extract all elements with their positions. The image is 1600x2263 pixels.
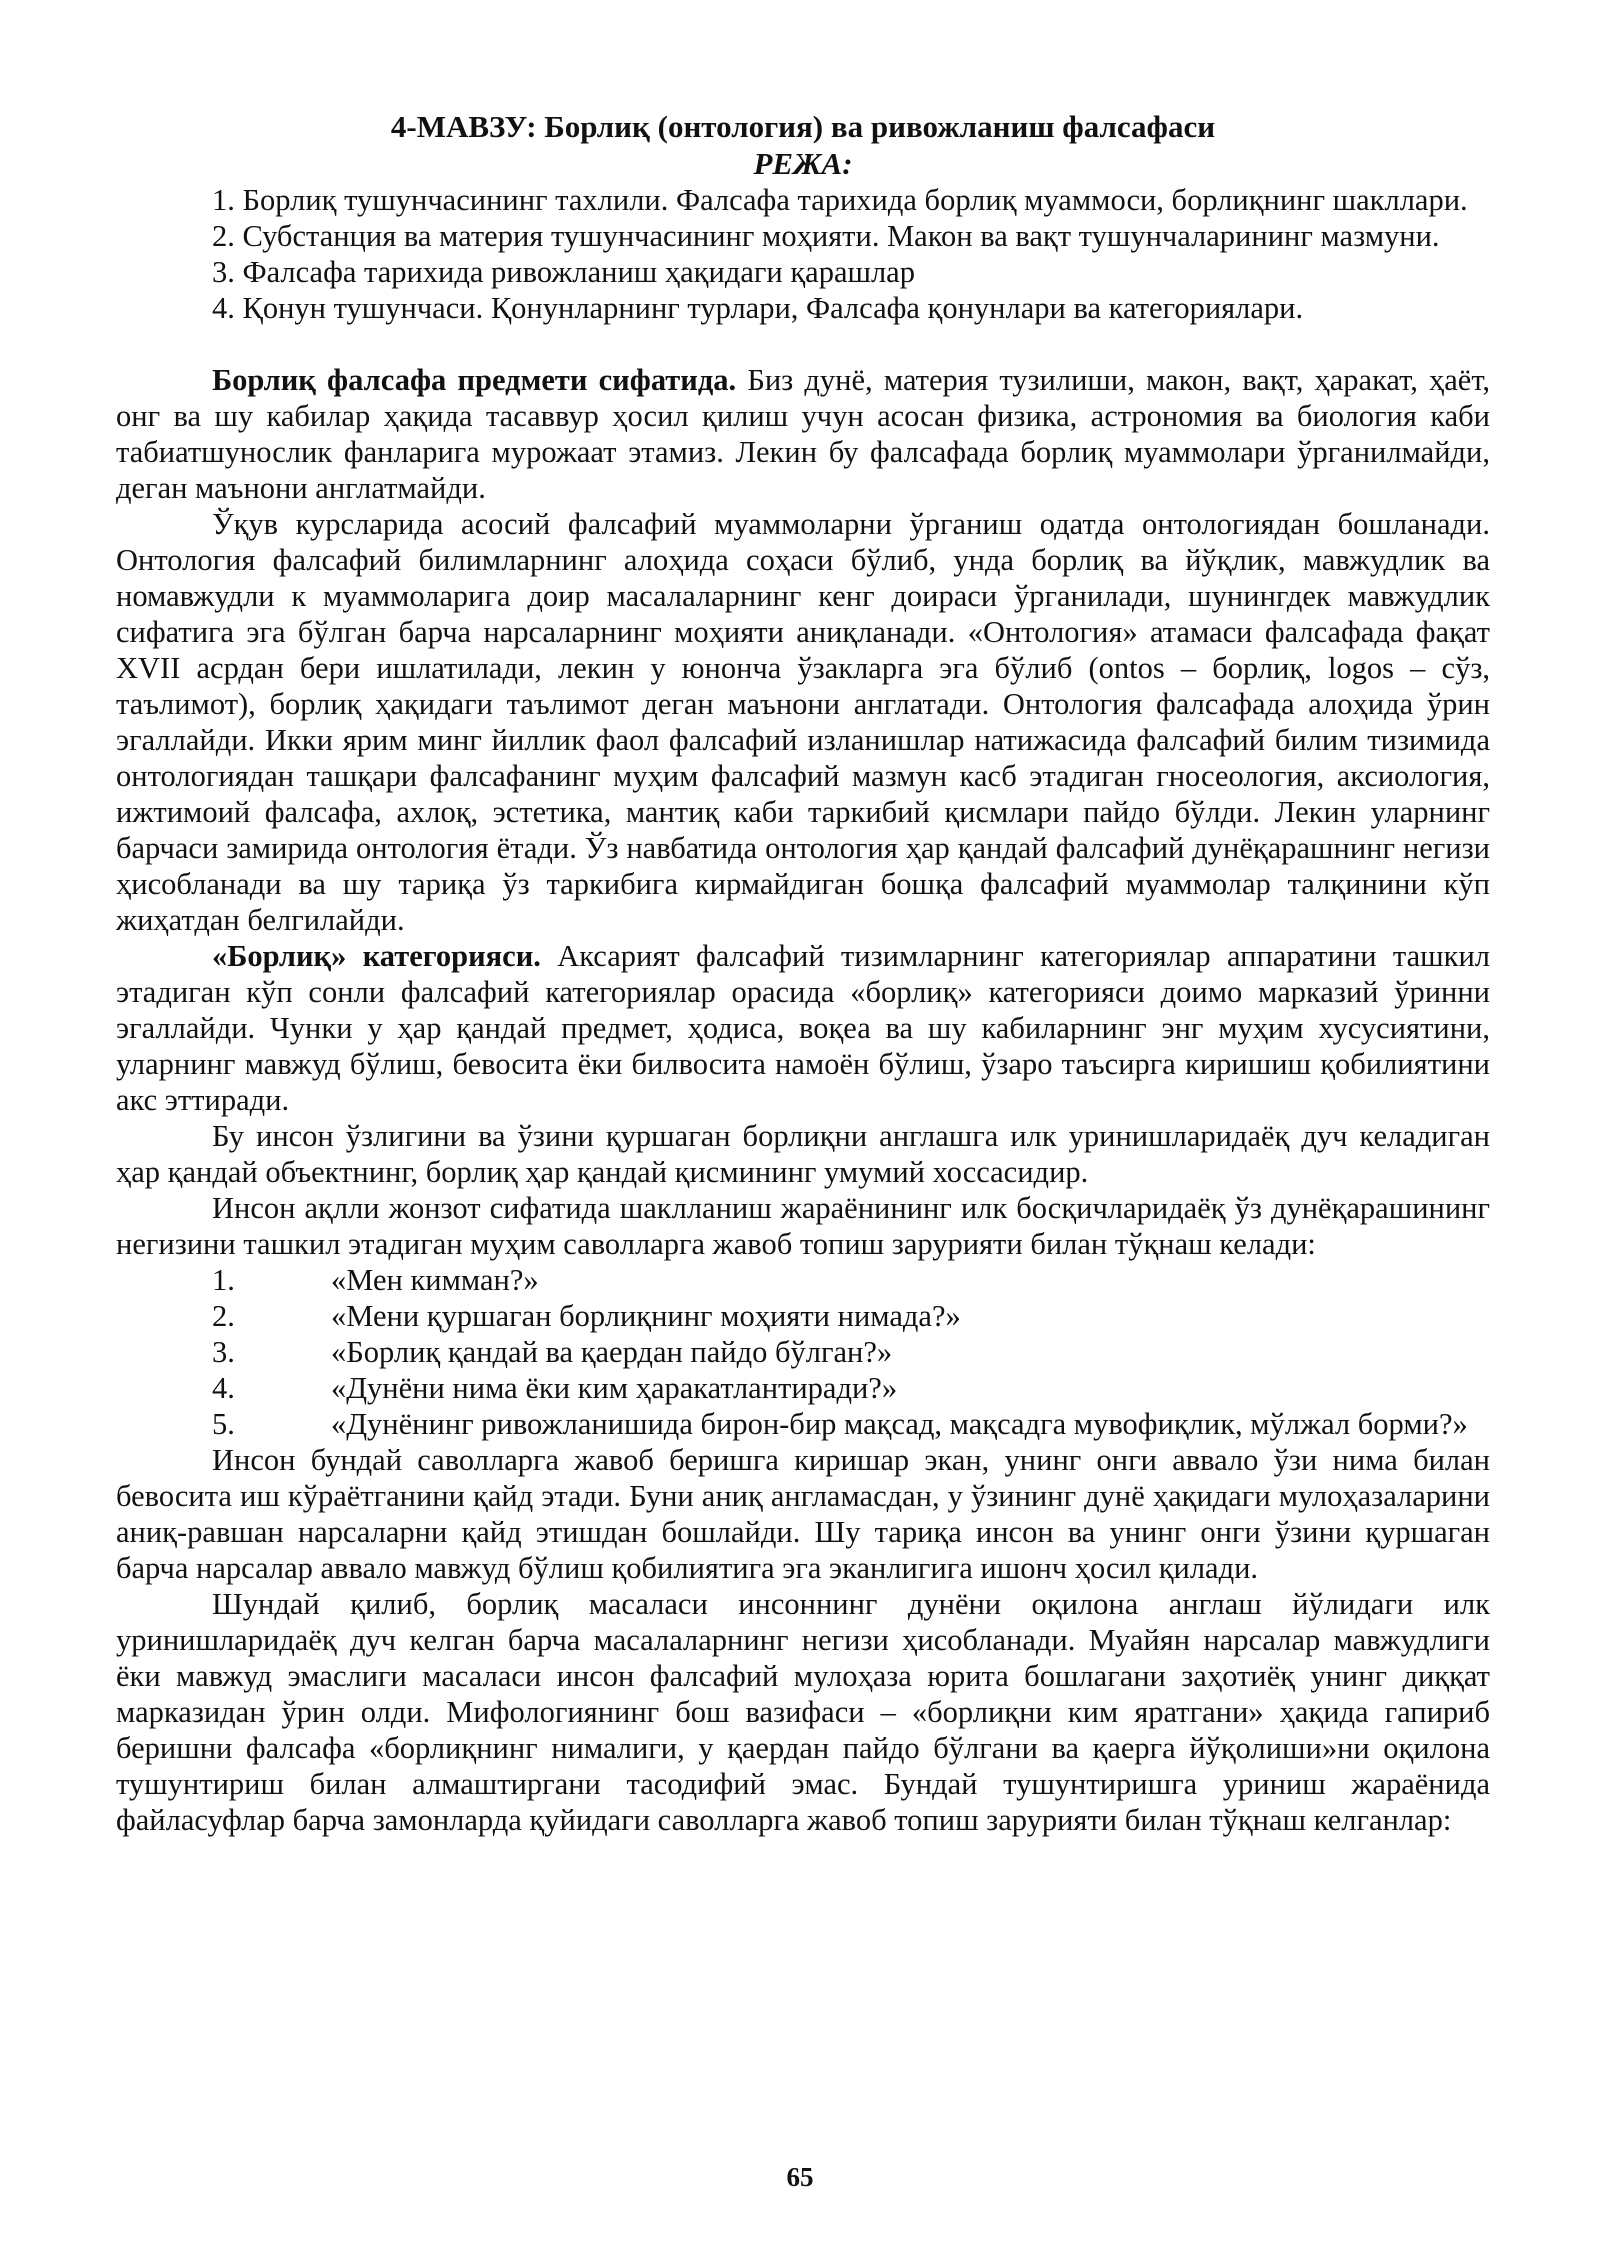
paragraph-being-category bbox=[116, 938, 1490, 1118]
question-text: «Борлиқ қандай ва қаердан пайдо бўлган?» bbox=[331, 1335, 893, 1369]
paragraph-property: Бу инсон ўзлигини ва ўзини қуршаган борлиқни англашга илк уринишларидаёқ дуч келадиган ҳар қандай объектнинг, борлиқ ҳар қандай қисмининг умумий хоссасидир. bbox=[116, 1119, 1490, 1189]
plan-heading: РЕЖА: bbox=[753, 146, 853, 181]
paragraph-questions-intro: Инсон ақлли жонзот сифатида шаклланиш жараёнининг илк босқичларидаёқ ўз дунёқарашининг негизини ташкил этадиган муҳим саволларга жавоб топиш зарурияти билан тўқнаш келади: bbox=[116, 1191, 1490, 1261]
plan-item-1: 1. Борлиқ тушунчасининг тахлили. Фалсафа тарихида борлиқ муаммоси, борлиқнинг шакллари. bbox=[212, 183, 1468, 217]
page-title: 4-МАВЗУ: Борлиқ (онтология) ва ривожланиш фалсафаси bbox=[390, 109, 1216, 144]
question-item bbox=[116, 1370, 1490, 1406]
plan-item-2: 2. Субстанция ва материя тушунчасининг моҳияти. Макон ва вақт тушунчаларининг мазмуни. bbox=[212, 219, 1440, 253]
question-item bbox=[116, 1334, 1490, 1370]
plan-item-3: 3. Фалсафа тарихида ривожланиш ҳақидаги қарашлар bbox=[212, 255, 915, 289]
plan-item-4: 4. Қонун тушунчаси. Қонунларнинг турлари, Фалсафа қонунлари ва категориялари. bbox=[212, 291, 1304, 325]
section-heading-being: Борлиқ фалсафа предмети сифатида. bbox=[212, 363, 737, 397]
question-number: 4. bbox=[212, 1371, 235, 1405]
question-item bbox=[116, 1262, 1490, 1298]
question-number: 5. bbox=[212, 1407, 235, 1441]
page-content bbox=[116, 108, 1490, 1838]
paragraph-conclusion: Шундай қилиб, борлиқ масаласи инсоннинг дунёни оқилона англаш йўлидаги илк уринишларидаёқ дуч келган барча масалаларнинг негизи ҳисобланади. Муайян нарсалар мавжудлиги ёки мавжуд эмаслиги масаласи инсон фалсафий мулоҳаза юрита бошлагани заҳотиёқ унинг диққат марказидан ўрин олди. Мифологиянинг бош вазифаси – «борлиқни ким яратгани» ҳақида гапириб беришни фалсафа «борлиқнинг нималиги, у қаердан пайдо бўлгани ва қаерга йўқолиши»ни оқилона тушунтириш билан алмаштиргани тасодифий эмас. Бундай тушунтиришга уриниш жараёнида файласуфлар барча замонларда қуйидаги саволларга жавоб топиш зарурияти билан тўқнаш келганлар: bbox=[116, 1587, 1490, 1837]
question-number: 3. bbox=[212, 1335, 235, 1369]
question-number: 2. bbox=[212, 1299, 235, 1333]
question-item bbox=[116, 1406, 1490, 1442]
question-item bbox=[116, 1298, 1490, 1334]
question-text: «Мени қуршаган борлиқнинг моҳияти нимада?» bbox=[331, 1299, 961, 1333]
paragraph-text: Биз дунё, материя тузилиши, макон, вақт, ҳаракат, ҳаёт, онг ва шу кабилар ҳақида тасаввур ҳосил қилиш учун асосан физика, астрономия ва биология каби табиатшунослик фанларига мурожаат этамиз. Лекин бу фалсафада борлиқ муаммолари ўрганилмайди, деган маънони англатмайди. bbox=[116, 363, 1491, 505]
section-heading-category: «Борлиқ» категорияси. bbox=[212, 939, 541, 973]
paragraph-text: Аксарият фалсафий тизимларнинг категориялар аппаратини ташкил этадиган кўп сонли фалсафий категориялар орасида «борлиқ» категорияси доимо марказий ўринни эгаллайди. Чунки у ҳар қандай предмет, ҳодиса, воқеа ва шу кабиларнинг энг муҳим хусусиятини, уларнинг мавжуд бўлиш, бевосита ёки билвосита намоён бўлиш, ўзаро таъсирга киришиш қобилиятини акс эттиради. bbox=[116, 939, 1490, 1117]
question-text: «Мен кимман?» bbox=[331, 1263, 539, 1297]
paragraph-answers: Инсон бундай саволларга жавоб беришга киришар экан, унинг онги аввало ўзи нима билан бевосита иш кўраётганини қайд этади. Буни аниқ англамасдан, у ўзининг дунё ҳақидаги мулоҳазаларини аниқ-равшан нарсаларни қайд этишдан бошлайди. Шу тариқа инсон ва унинг онги ўзини қуршаган барча нарсалар аввало мавжуд бўлиш қобилиятига эга эканлигига ишонч ҳосил қилади. bbox=[116, 1443, 1490, 1585]
paragraph-ontology: Ўқув курсларида асосий фалсафий муаммоларни ўрганиш одатда онтологиядан бошланади. Онтология фалсафий билимларнинг алоҳида соҳаси бўлиб, унда борлиқ ва йўқлик, мавжудлик ва номавжудли к муаммоларига доир масалаларнинг кенг доираси ўрганилади, шунингдек мавжудлик сифатига эга бўлган барча нарсаларнинг моҳияти аниқланади. «Онтология» атамаси фалсафада фақат XVII асрдан бери ишлатилади, лекин у юнонча ўзакларга эга бўлиб (ontos – борлиқ, logos – сўз, таълимот), борлиқ ҳақидаги таълимот деган маънони англатади. Онтология фалсафада алоҳида ўрин эгаллайди. Икки ярим минг йиллик фаол фалсафий изланишлар натижасида фалсафий билим тизимида онтологиядан ташқари фалсафанинг муҳим фалсафий мазмун касб этадиган гносеология, аксиология, ижтимоий фалсафа, ахлоқ, эстетика, мантиқ каби таркибий қисмлари пайдо бўлди. Лекин уларнинг барчаси замирида онтология ётади. Ўз навбатида онтология ҳар қандай фалсафий дунёқарашнинг негизи ҳисобланади ва шу тариқа ўз таркибига кирмайдиган бошқа фалсафий муаммолар талқинини кўп жиҳатдан белгилайди. bbox=[116, 507, 1490, 937]
question-text: «Дунёнинг ривожланишида бирон-бир мақсад, мақсадга мувофиқлик, мўлжал борми?» bbox=[331, 1407, 1468, 1441]
question-number: 1. bbox=[212, 1263, 235, 1297]
spacer bbox=[116, 326, 1490, 362]
page-number: 65 bbox=[786, 2162, 814, 2192]
question-text: «Дунёни нима ёки ким ҳаракатлантиради?» bbox=[331, 1371, 898, 1405]
paragraph-being-as-subject bbox=[116, 362, 1490, 506]
